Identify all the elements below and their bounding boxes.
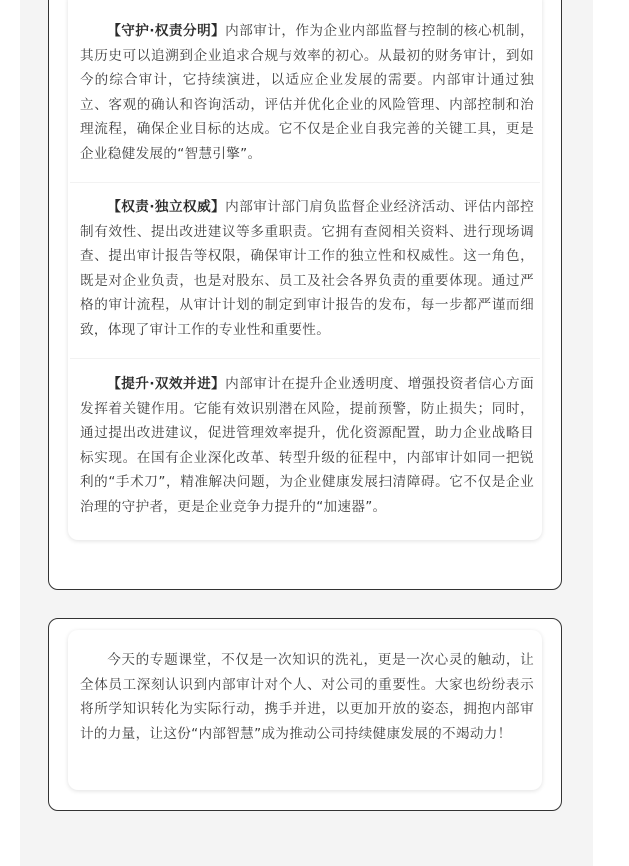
section-divider bbox=[70, 182, 540, 183]
section-paragraph-improve bbox=[80, 372, 534, 519]
section-heading-guard: 【守护·权责分明】 bbox=[107, 23, 226, 39]
section-heading-authority: 【权责·独立权威】 bbox=[107, 199, 226, 215]
section-heading-improve: 【提升·双效并进】 bbox=[107, 376, 226, 392]
section-body-guard: 内部审计，作为企业内部监督与控制的核心机制，其历史可以追溯到企业追求合规与效率的初心。从最初的财务审计，到如今的综合审计，它持续演进，以适应企业发展的需要。内部审计通过独立、客观的确认和咨询活动，评估并优化企业的风险管理、内部控制和治理流程，确保企业目标的达成。它不仅是企业自我完善的关键工具，更是企业稳健发展的“智慧引擎”。 bbox=[80, 23, 534, 162]
section-body-improve: 内部审计在提升企业透明度、增强投资者信心方面发挥着关键作用。它能有效识别潜在风险，提前预警，防止损失；同时，通过提出改进建议，促进管理效率提升，优化资源配置，助力企业战略目标实现。在国有企业深化改革、转型升级的征程中，内部审计如同一把锐利的“手术刀”，精准解决问题，为企业健康发展扫清障碍。它不仅是企业治理的守护者，更是企业竞争力提升的“加速器”。 bbox=[80, 376, 534, 515]
section-body-authority: 内部审计部门肩负监督企业经济活动、评估内部控制有效性、提出改进建议等多重职责。它拥有查阅相关资料、进行现场调查、提出审计报告等权限，确保审计工作的独立性和权威性。这一角色，既是对企业负责，也是对股东、员工及社会各界负责的重要体现。通过严格的审计流程，从审计计划的制定到审计报告的发布，每一步都严谨而细致，体现了审计工作的专业性和重要性。 bbox=[80, 199, 534, 338]
section-paragraph-authority bbox=[80, 195, 534, 342]
conclusion-paragraph: 今天的专题课堂，不仅是一次知识的洗礼，更是一次心灵的触动，让全体员工深刻认识到内部审计对个人、对公司的重要性。大家也纷纷表示将所学知识转化为实际行动，携手并进，以更加开放的姿态，拥抱内部审计的力量，让这份“内部智慧”成为推动公司持续健康发展的不竭动力！ bbox=[80, 652, 534, 742]
section-paragraph-guard bbox=[80, 19, 534, 166]
section-divider bbox=[70, 358, 540, 359]
